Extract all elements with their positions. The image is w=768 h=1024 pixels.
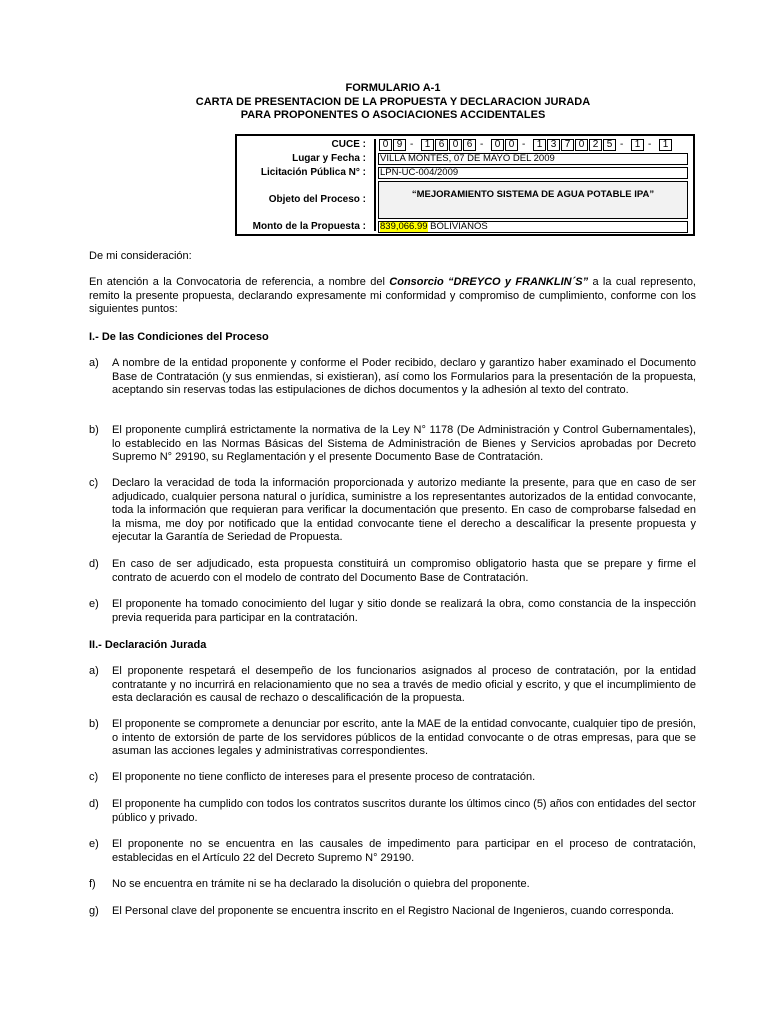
list-item: [89, 905, 696, 919]
company-name: Consorcio “DREYCO y FRANKLIN´S”: [389, 276, 589, 288]
list-marker: a): [89, 357, 99, 369]
monto-field[interactable]: [378, 221, 688, 233]
list-item: [89, 558, 696, 585]
list-text: No se encuentra en trámite ni se ha declarado la disolución o quiebra del proponente.: [112, 878, 530, 890]
list-item: [89, 357, 696, 398]
list-text: El proponente ha tomado conocimiento del lugar y sitio donde se realizará la obra, como constancia de la inspección previa requerida para participar en la contratación.: [112, 598, 696, 624]
list-text: En caso de ser adjudicado, esta propuesta constituirá un compromiso obligatorio hasta que se prepare y firme el contrato de acuerdo con el modelo de contrato del Documento Base de Contratación.: [112, 558, 696, 584]
list-text: El proponente no se encuentra en las causales de impedimento para participar en el proceso de contratación, establecidas en el Artículo 22 del Decreto Supremo N° 29190.: [112, 838, 696, 864]
section-1-title: I.- De las Condiciones del Proceso: [89, 331, 269, 343]
list-marker: c): [89, 771, 99, 783]
list-item: [89, 798, 696, 825]
cuce-separator: -: [522, 139, 526, 150]
monto-currency: BOLIVIANOS: [427, 221, 488, 232]
cuce-digit[interactable]: 2: [589, 139, 602, 151]
monto-amount: 839,066.99: [380, 221, 428, 232]
list-text: El Personal clave del proponente se encuentra inscrito en el Registro Nacional de Ingenieros, cuando corresponda.: [112, 905, 674, 917]
list-marker: a): [89, 665, 99, 677]
intro-text-end: a la cual represento, remito la presente propuesta, declarando expresamente mi conformidad y compromiso de cumplimiento, conforme con los siguientes puntos:: [89, 276, 696, 315]
list-marker: d): [89, 558, 99, 570]
cuce-digit[interactable]: 6: [435, 139, 448, 151]
form-subtitle: CARTA DE PRESENTACION DE LA PROPUESTA Y DECLARACION JURADA: [195, 96, 591, 108]
cuce-digit[interactable]: 6: [463, 139, 476, 151]
form-subtitle-2: PARA PROPONENTES O ASOCIACIONES ACCIDENTALES: [240, 109, 546, 121]
list-marker: c): [89, 477, 99, 489]
cuce-digit[interactable]: 0: [379, 139, 392, 151]
list-text: Declaro la veracidad de toda la información proporcionada y autorizo mediante la presente, para que en caso de ser adjudicado, cualquier persona natural o jurídica, suministre a los representantes autorizados de la entidad convocante, toda la información que requieran para verificar la documentación que presento. En caso de comprobarse falsedad en la misma, me doy por notificado que la entidad convocante tiene el derecho a descalificar la presente propuesta y ejecutar la Garantía de Seriedad de Propuesta.: [112, 477, 696, 543]
cuce-digit[interactable]: 1: [631, 139, 644, 151]
list-item: [89, 665, 696, 706]
licitacion-label: Licitación Pública N° :: [260, 167, 366, 178]
cuce-digit[interactable]: 1: [533, 139, 546, 151]
list-marker: e): [89, 598, 99, 610]
intro-paragraph: [89, 276, 696, 317]
list-text: El proponente no tiene conflicto de intereses para el presente proceso de contratación.: [112, 771, 536, 783]
list-marker: e): [89, 838, 99, 850]
list-item: [89, 878, 696, 892]
cuce-separator: -: [620, 139, 624, 150]
cuce-digit[interactable]: 5: [603, 139, 616, 151]
objeto-field[interactable]: “MEJORAMIENTO SISTEMA DE AGUA POTABLE IPA”: [378, 181, 688, 219]
cuce-separator: -: [480, 139, 484, 150]
list-item: [89, 477, 696, 545]
list-text: El proponente respetará el desempeño de los funcionarios asignados al proceso de contratación, por la entidad contratante y no incurrirá en relacionamiento que no sea a través de medio oficial y escrito, y que el incumplimiento de esta declaración es causal de rechazo o descalificación de la propuesta.: [112, 665, 696, 704]
cuce-digit[interactable]: 1: [659, 139, 672, 151]
list-text: El proponente ha cumplido con todos los contratos suscritos durante los últimos cinco (5) años con entidades del sector público y privado.: [112, 798, 696, 824]
cuce-separator: -: [648, 139, 652, 150]
intro-text-start: En atención a la Convocatoria de referencia, a nombre del: [89, 276, 390, 288]
cuce-digit[interactable]: 9: [393, 139, 406, 151]
list-marker: d): [89, 798, 99, 810]
list-item: [89, 718, 696, 759]
list-text: El proponente cumplirá estrictamente la normativa de la Ley N° 1178 (De Administración y Control Gubernamentales), lo establecido en las Normas Básicas del Sistema de Administración de Bienes y Servicios aprobadas por Decreto Supremo N° 29190, su Reglamentación y el presente Documento Base de Contratación.: [112, 424, 696, 463]
lugar-fecha-field[interactable]: VILLA MONTES, 07 DE MAYO DEL 2009: [378, 153, 688, 165]
cuce-digit[interactable]: 0: [449, 139, 462, 151]
cuce-separator: -: [410, 139, 414, 150]
list-item: [89, 838, 696, 865]
monto-label: Monto de la Propuesta :: [252, 221, 366, 232]
list-marker: b): [89, 718, 99, 730]
licitacion-field[interactable]: LPN-UC-004/2009: [378, 167, 688, 179]
form-divider: [374, 139, 376, 231]
list-text: A nombre de la entidad proponente y conforme el Poder recibido, declaro y garantizo haber examinado el Documento Base de Contratación (y sus enmiendas, si existieran), así como los Formularios para la presentación de la propuesta, aceptando sin reservas todas las estipulaciones de dichos documentos y la adhesión al texto del contrato.: [112, 357, 696, 396]
list-item: [89, 424, 696, 465]
form-title: FORMULARIO A-1: [345, 82, 441, 94]
cuce-digit[interactable]: 7: [561, 139, 574, 151]
greeting: De mi consideración:: [89, 250, 192, 262]
section-2-title: II.- Declaración Jurada: [89, 639, 207, 651]
cuce-digit[interactable]: 3: [547, 139, 560, 151]
list-item: [89, 771, 696, 785]
lugar-fecha-label: Lugar y Fecha :: [292, 153, 366, 164]
cuce-digit[interactable]: 0: [491, 139, 504, 151]
list-marker: f): [89, 878, 96, 890]
cuce-digit[interactable]: 0: [505, 139, 518, 151]
cuce-label: CUCE :: [331, 139, 366, 150]
list-item: [89, 598, 696, 625]
cuce-digit[interactable]: 1: [421, 139, 434, 151]
objeto-label: Objeto del Proceso :: [268, 194, 366, 205]
list-marker: g): [89, 905, 99, 917]
list-text: El proponente se compromete a denunciar por escrito, ante la MAE de la entidad convocante, cualquier tipo de presión, o intento de extorsión de parte de los servidores públicos de la entidad convocante o de otras empresas, para que se asuman las acciones legales y administrativas correspondientes.: [112, 718, 696, 757]
list-marker: b): [89, 424, 99, 436]
cuce-digit[interactable]: 0: [575, 139, 588, 151]
